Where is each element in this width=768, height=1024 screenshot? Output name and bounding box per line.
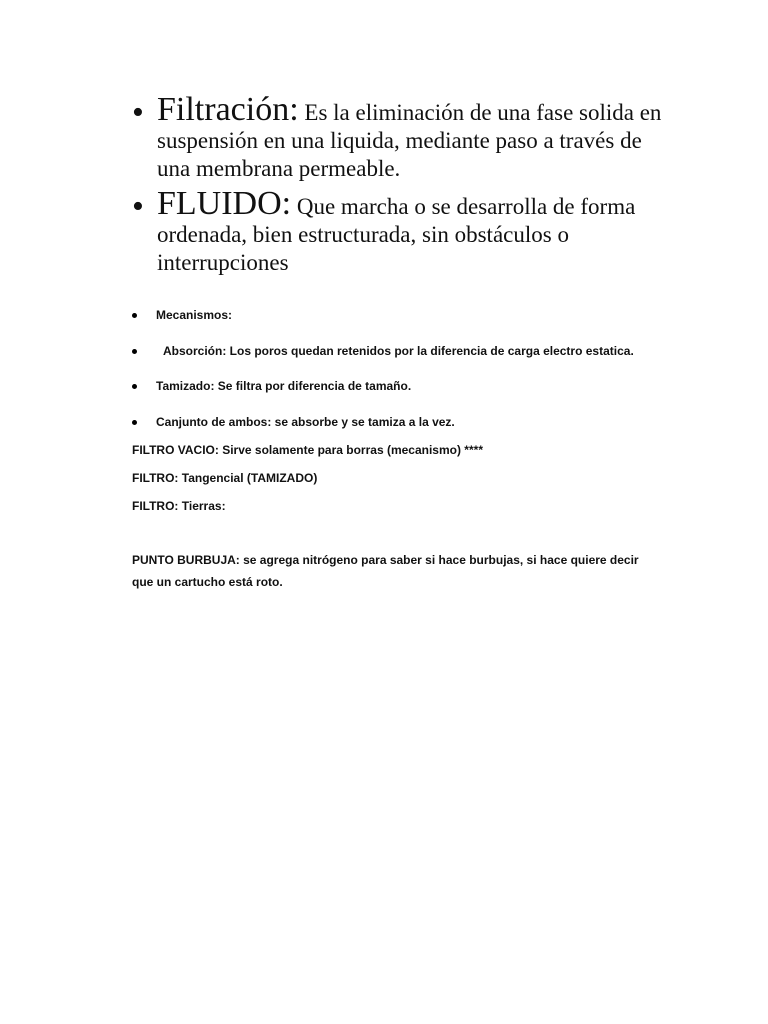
bullet-icon	[132, 384, 137, 389]
definition-fluido	[132, 185, 672, 277]
definition-term: Filtración:	[157, 91, 299, 128]
definition-term: FLUIDO:	[157, 185, 292, 222]
bullet-icon	[132, 349, 137, 354]
note-punto-burbuja: PUNTO BURBUJA: se agrega nitrógeno para saber si hace burbujas, si hace quiere decir que un cartucho está roto.	[132, 553, 639, 589]
list-item-mecanismos	[132, 307, 692, 323]
note-filtro-vacio: FILTRO VACIO: Sirve solamente para borras (mecanismo) ****	[132, 443, 483, 457]
bullet-icon: •	[132, 188, 144, 225]
note-filtro-tierras: FILTRO: Tierras:	[132, 499, 226, 513]
bullet-icon: •	[132, 94, 144, 131]
list-item-text: Mecanismos:	[156, 308, 233, 322]
list-item-text: Absorción: Los poros quedan retenidos por la diferencia de carga electro estatica.	[163, 344, 634, 358]
list-item-tamizado	[132, 378, 692, 394]
list-item-text: Tamizado: Se filtra por diferencia de tamaño.	[156, 379, 412, 393]
bullet-icon	[132, 313, 137, 318]
definition-content	[157, 185, 672, 277]
definition-text: Es la eliminación de una fase solida en suspensión en una liquida, mediante paso a través de una membrana permeable.	[157, 100, 662, 181]
bullet-icon	[132, 420, 137, 425]
definition-content	[157, 91, 672, 183]
list-item-text: Canjunto de ambos: se absorbe y se tamiza a la vez.	[156, 415, 455, 429]
definition-filtracion	[132, 91, 672, 183]
list-item-absorcion	[132, 343, 692, 359]
note-filtro-tangencial: FILTRO: Tangencial (TAMIZADO)	[132, 471, 318, 485]
definition-text: Que marcha o se desarrolla de forma ordenada, bien estructurada, sin obstáculos o interrupciones	[157, 194, 636, 275]
list-item-conjunto	[132, 414, 692, 430]
